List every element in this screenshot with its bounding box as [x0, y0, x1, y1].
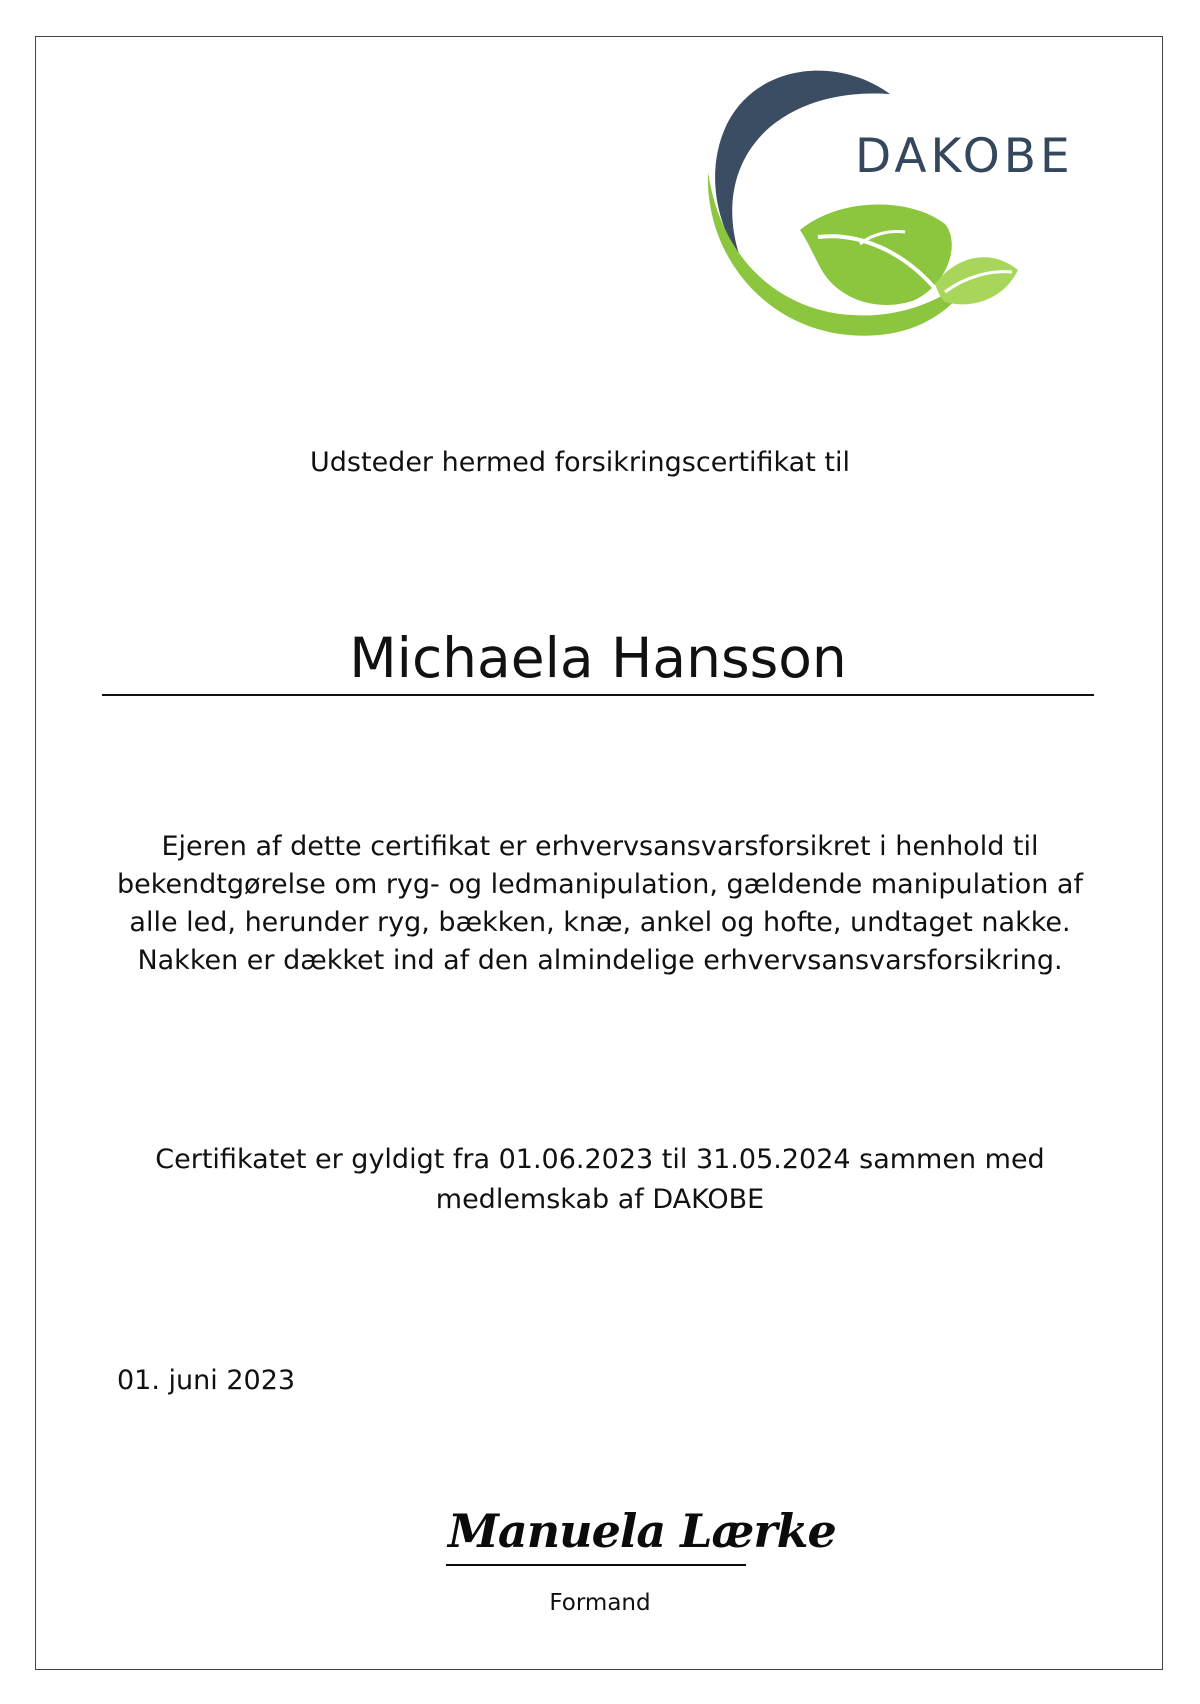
- logo-big-leaf: [800, 204, 952, 305]
- signature-underline: [446, 1564, 746, 1566]
- issue-date: 01. juni 2023: [117, 1365, 296, 1396]
- certificate-body: Ejeren af dette certifikat er erhvervsansvarsforsikret i henhold til bekendtgørelse om ryg- og ledmanipulation, gældende manipulation af alle led, herunder ryg, bækken, knæ, ankel og hofte, undtaget nakke. Nakken er dækket ind af den almindelige erhvervsansvarsforsikring.: [117, 831, 1083, 976]
- logo-graphic: [700, 52, 1120, 362]
- signature-name: Manuela Lærke: [448, 1504, 836, 1558]
- recipient-name-text: Michaela Hansson: [349, 626, 847, 690]
- signature: [440, 1500, 836, 1580]
- logo-wordmark: DAKOBE: [855, 129, 1074, 184]
- signer-title: Formand: [549, 1590, 651, 1616]
- dakobe-logo: [700, 52, 1120, 362]
- certificate-intro: Udsteder hermed forsikringscertifikat til: [310, 447, 850, 478]
- certificate-validity: Certifikatet er gyldigt fra 01.06.2023 til 31.05.2024 sammen med medlemskab af DAKOBE: [155, 1144, 1045, 1215]
- recipient-name: [102, 622, 1094, 696]
